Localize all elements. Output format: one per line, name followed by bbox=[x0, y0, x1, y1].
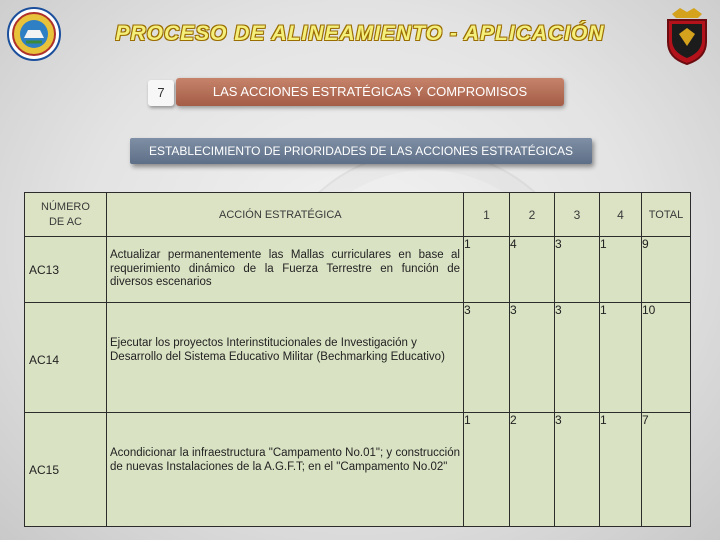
row-action-cell bbox=[107, 303, 464, 413]
row-action-cell bbox=[107, 237, 464, 303]
row-code-cell bbox=[25, 413, 107, 527]
table-row bbox=[25, 413, 691, 527]
score-total: 10 bbox=[642, 303, 691, 413]
header-col-1: 1 bbox=[464, 193, 510, 237]
header-col-2: 2 bbox=[510, 193, 555, 237]
score-col-3: 3 bbox=[555, 237, 600, 303]
table-row bbox=[25, 237, 691, 303]
row-code-cell bbox=[25, 237, 107, 303]
score-col-1: 3 bbox=[464, 303, 510, 413]
action-description: Ejecutar los proyectos Interinstitucionales de Investigación y Desarrollo del Sistema Educativo Militar (Bechmarking Educativo) bbox=[110, 337, 445, 363]
score-col-2: 2 bbox=[510, 413, 555, 527]
priority-table bbox=[24, 192, 691, 527]
section-title-bar: ESTABLECIMIENTO DE PRIORIDADES DE LAS ACCIONES ESTRATÉGICAS bbox=[130, 138, 592, 164]
score-col-1: 1 bbox=[464, 237, 510, 303]
header-col-3: 3 bbox=[555, 193, 600, 237]
score-col-2: 4 bbox=[510, 237, 555, 303]
score-col-3: 3 bbox=[555, 303, 600, 413]
score-col-3: 3 bbox=[555, 413, 600, 527]
score-col-4: 1 bbox=[600, 237, 642, 303]
header-total: TOTAL bbox=[642, 193, 691, 237]
action-description: Actualizar permanentemente las Mallas curriculares en base al requerimiento dinámico de la Fuerza Terrestre en función de diversos escenarios bbox=[110, 249, 460, 289]
row-code-cell bbox=[25, 303, 107, 413]
ac-code: AC14 bbox=[29, 353, 60, 367]
row-action-cell bbox=[107, 413, 464, 527]
score-col-1: 1 bbox=[464, 413, 510, 527]
page-title: PROCESO DE ALINEAMIENTO - APLICACIÓN bbox=[115, 22, 605, 45]
ac-code: AC15 bbox=[29, 463, 60, 477]
table-row bbox=[25, 303, 691, 413]
score-col-4: 1 bbox=[600, 413, 642, 527]
header-numero-ac: NÚMERO DE AC bbox=[25, 193, 107, 237]
step-number-badge: 7 bbox=[148, 80, 174, 106]
score-col-2: 3 bbox=[510, 303, 555, 413]
header-col-4: 4 bbox=[600, 193, 642, 237]
score-col-4: 1 bbox=[600, 303, 642, 413]
action-description: Acondicionar la infraestructura "Campamento No.01"; y construcción de nuevas Instalaciones de la A.G.F.T; en el "Campamento No.02" bbox=[110, 447, 460, 473]
header-accion-estrategica: ACCIÓN ESTRATÉGICA bbox=[107, 193, 464, 237]
score-total: 9 bbox=[642, 237, 691, 303]
table-header-row bbox=[25, 193, 691, 237]
step-label-bar: LAS ACCIONES ESTRATÉGICAS Y COMPROMISOS bbox=[176, 78, 564, 106]
score-total: 7 bbox=[642, 413, 691, 527]
ac-code: AC13 bbox=[29, 262, 60, 277]
